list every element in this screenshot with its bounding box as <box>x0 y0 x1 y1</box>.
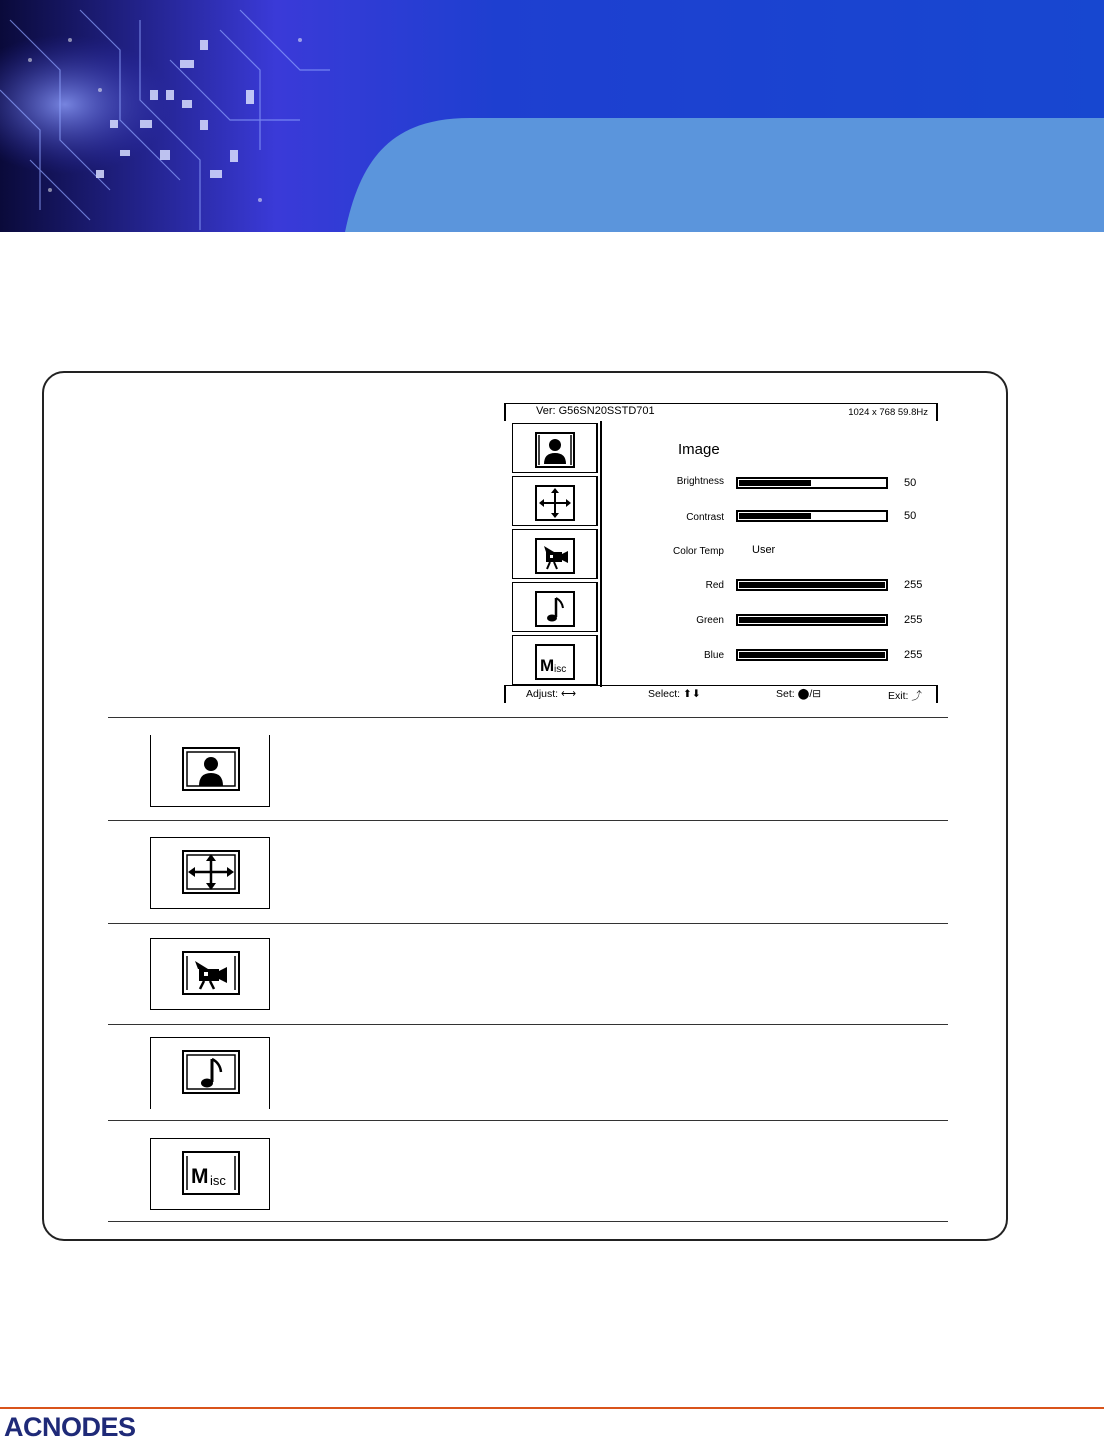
video-camera-icon <box>535 538 575 574</box>
osd-tab-position[interactable] <box>512 476 598 526</box>
table-rule <box>108 1221 948 1222</box>
green-value: 255 <box>904 614 923 626</box>
contrast-value: 50 <box>904 510 917 522</box>
red-bar-fill <box>739 582 885 588</box>
music-note-icon <box>182 1050 240 1094</box>
red-label: Red <box>705 580 724 591</box>
acnodes-logo <box>4 1412 204 1445</box>
select-hint: Select: ⬆⬇ <box>648 688 701 700</box>
svg-text:M: M <box>540 656 555 675</box>
misc-icon <box>535 644 575 680</box>
brightness-value: 50 <box>904 477 917 489</box>
osd-title-bar <box>504 403 938 421</box>
footer-rule <box>0 1407 1104 1409</box>
position-icon-cell <box>150 837 270 909</box>
red-value: 255 <box>904 579 923 591</box>
blue-bar-fill <box>739 652 885 658</box>
misc-icon-cell <box>150 1138 270 1210</box>
table-rule <box>108 1024 948 1025</box>
move-arrows-icon <box>535 485 575 521</box>
svg-text:isc: isc <box>554 664 567 675</box>
green-bar[interactable] <box>736 614 888 626</box>
portrait-icon <box>535 432 575 468</box>
osd-tab-video[interactable] <box>512 529 598 579</box>
color-temp-label: Color Temp <box>673 546 724 557</box>
osd-tab-audio[interactable] <box>512 582 598 632</box>
osd-menu-screenshot <box>504 403 940 703</box>
table-rule <box>108 717 948 718</box>
brightness-bar-fill <box>739 480 811 486</box>
acnodes-logo-mark <box>4 1412 204 1440</box>
blue-label: Blue <box>703 650 724 661</box>
table-rule <box>108 820 948 821</box>
table-rule <box>108 1120 948 1121</box>
osd-section-title: Image <box>678 441 720 458</box>
blue-bar[interactable] <box>736 649 888 661</box>
move-arrows-icon <box>182 850 240 894</box>
brightness-bar[interactable] <box>736 477 888 489</box>
music-note-icon <box>535 591 575 627</box>
video-icon-cell <box>150 938 270 1010</box>
contrast-label: Contrast <box>686 512 724 523</box>
blue-value: 255 <box>904 649 923 661</box>
green-label: Green <box>696 615 724 626</box>
table-rule <box>108 923 948 924</box>
osd-hint-bar <box>504 685 938 703</box>
brightness-label: Brightness <box>676 476 724 487</box>
osd-tab-misc[interactable] <box>512 635 598 685</box>
osd-divider <box>600 421 602 687</box>
contrast-bar-fill <box>739 513 811 519</box>
audio-icon-cell <box>150 1037 270 1109</box>
header-banner <box>0 0 1104 232</box>
svg-text:isc: isc <box>210 1173 226 1188</box>
set-hint: Set: ⬤/⊟ <box>776 688 822 700</box>
osd-tab-image[interactable] <box>512 423 598 473</box>
osd-version: Ver: G56SN20SSTD701 <box>536 405 655 417</box>
red-bar[interactable] <box>736 579 888 591</box>
color-temp-value[interactable]: User <box>752 544 776 556</box>
circuit-board-image <box>0 0 1104 232</box>
video-camera-icon <box>182 951 240 995</box>
misc-icon <box>182 1151 240 1195</box>
image-icon-cell <box>150 735 270 807</box>
osd-resolution: 1024 x 768 59.8Hz <box>848 407 928 418</box>
osd-tab-column <box>512 421 598 687</box>
exit-hint: Exit: ⤴ <box>888 690 922 702</box>
svg-text:ACNODES: ACNODES <box>4 1412 136 1440</box>
svg-text:M: M <box>191 1165 209 1188</box>
contrast-bar[interactable] <box>736 510 888 522</box>
green-bar-fill <box>739 617 885 623</box>
portrait-icon <box>182 747 240 791</box>
adjust-hint: Adjust: ⟷ <box>526 688 577 700</box>
